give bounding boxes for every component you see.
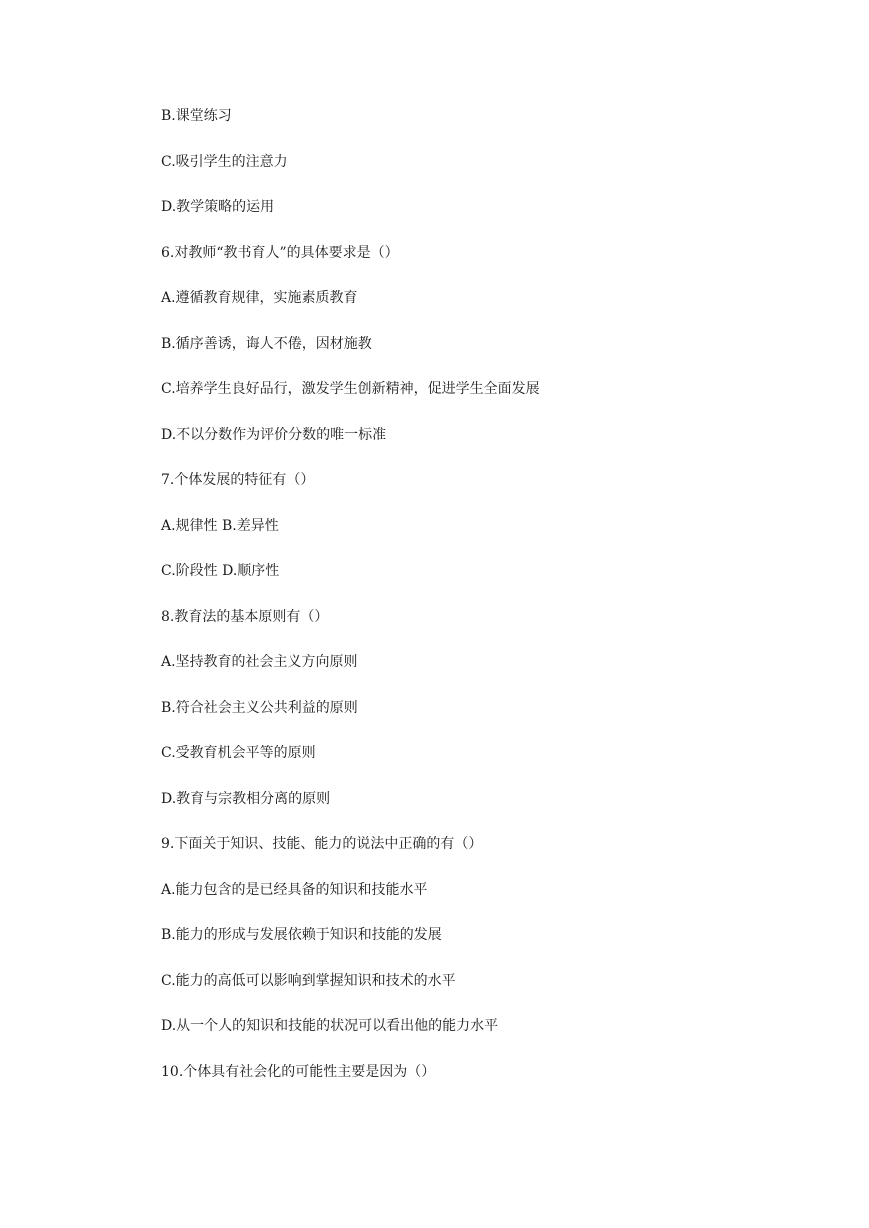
question-line: 7.个体发展的特征有（） bbox=[161, 472, 315, 488]
option-line: D.教学策略的运用 bbox=[161, 199, 275, 215]
option-line: B.能力的形成与发展依赖于知识和技能的发展 bbox=[161, 927, 442, 943]
option-line: C.培养学生良好品行，激发学生创新精神，促进学生全面发展 bbox=[161, 381, 540, 397]
option-line: B.课堂练习 bbox=[161, 108, 232, 124]
option-line: D.不以分数作为评价分数的唯一标准 bbox=[161, 426, 387, 443]
option-line: A.坚持教育的社会主义方向原则 bbox=[161, 654, 358, 670]
question-line: 9.下面关于知识、技能、能力的说法中正确的有（） bbox=[161, 836, 483, 852]
option-line: B.循序善诱，诲人不倦，因材施教 bbox=[161, 335, 372, 352]
option-line: A.遵循教育规律，实施素质教育 bbox=[161, 290, 358, 306]
question-list bbox=[161, 98, 821, 1099]
option-line: C.受教育机会平等的原则 bbox=[161, 745, 316, 761]
option-line: A.规律性 B.差异性 bbox=[161, 517, 279, 534]
question-line: 6.对教师“教书育人”的具体要求是（） bbox=[161, 244, 399, 261]
question-line: 8.教育法的基本原则有（） bbox=[161, 608, 329, 625]
question-line: 10.个体具有社会化的可能性主要是因为（） bbox=[161, 1063, 436, 1080]
option-line: C.吸引学生的注意力 bbox=[161, 153, 288, 170]
option-line: C.能力的高低可以影响到掌握知识和技术的水平 bbox=[161, 972, 456, 989]
option-line: D.从一个人的知识和技能的状况可以看出他的能力水平 bbox=[161, 1018, 499, 1034]
option-line: D.教育与宗教相分离的原则 bbox=[161, 790, 331, 807]
option-line: C.阶段性 D.顺序性 bbox=[161, 563, 280, 579]
option-line: A.能力包含的是已经具备的知识和技能水平 bbox=[161, 881, 428, 898]
option-line: B.符合社会主义公共利益的原则 bbox=[161, 699, 358, 716]
